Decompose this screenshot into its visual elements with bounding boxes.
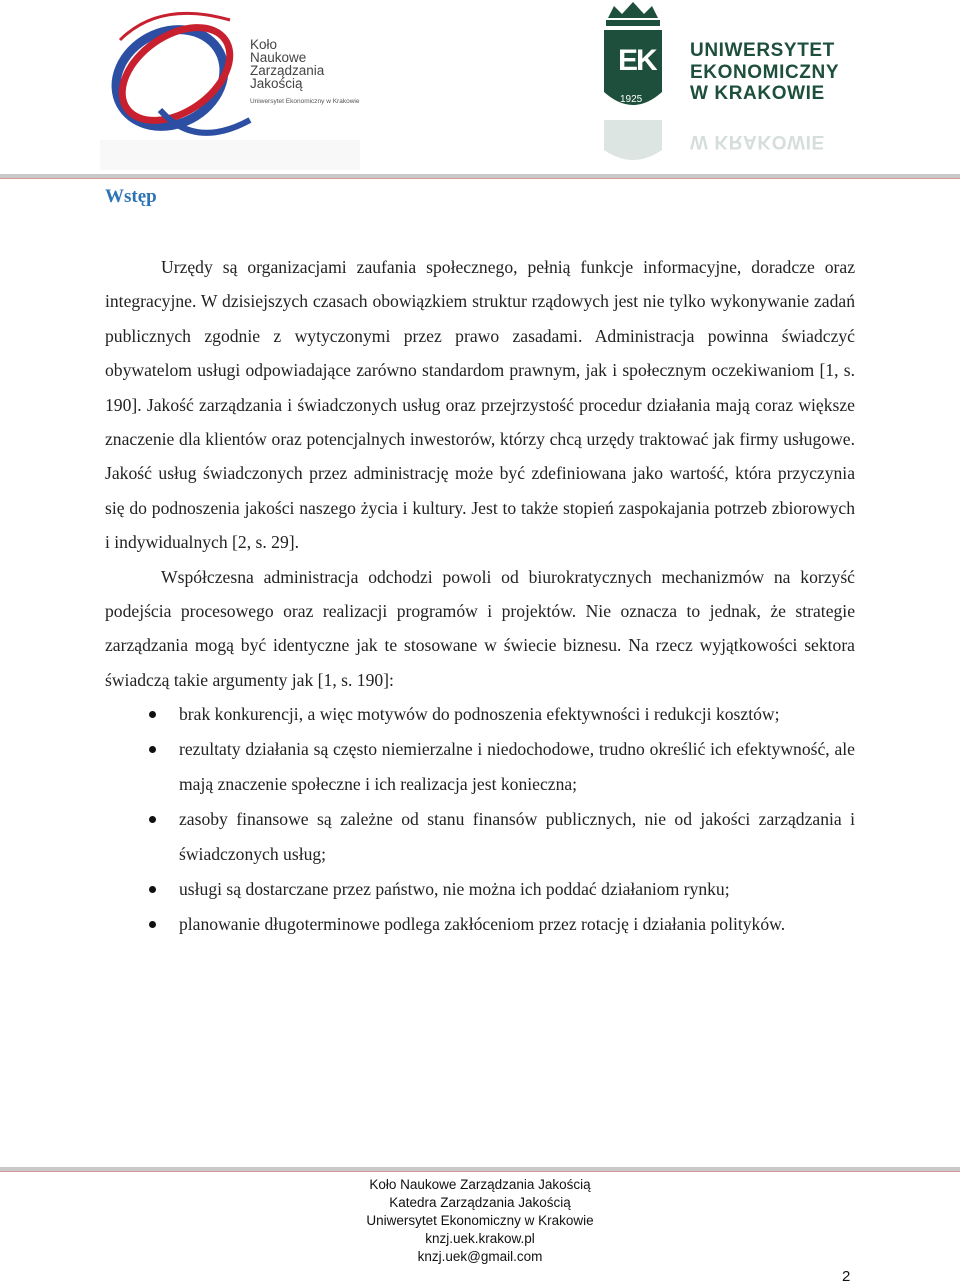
section-title: Wstęp xyxy=(105,186,157,207)
bullet-icon xyxy=(149,921,156,928)
page-header xyxy=(0,0,960,180)
document-body xyxy=(105,250,855,942)
list-item-text: usługi są dostarczane przez państwo, nie można ich poddać działaniom rynku; xyxy=(179,879,730,900)
header-divider-accent xyxy=(0,178,960,179)
list-item-text: planowanie długoterminowe podlega zakłóceniom przez rotację i działania polityków. xyxy=(179,914,786,935)
bullet-icon xyxy=(149,816,156,823)
footer-website: knzj.uek.krakow.pl xyxy=(425,1231,535,1246)
bullet-icon xyxy=(149,886,156,893)
kolo-logo-subtitle: Uniwersytet Ekonomiczny w Krakowie xyxy=(250,98,360,105)
uek-logo-line: UNIWERSYTET xyxy=(690,40,835,61)
bullet-icon xyxy=(149,746,156,753)
svg-text:E: E xyxy=(618,44,639,77)
footer-department: Katedra Zarządzania Jakością xyxy=(389,1195,571,1210)
uek-logo-line: W KRAKOWIE xyxy=(690,83,825,104)
kolo-logo-line: Naukowe xyxy=(250,50,307,65)
list-item-text: zasoby finansowe są zależne od stanu finansów publicznych, nie od jakości zarządzania i świadczonych usług; xyxy=(179,809,855,865)
list-item xyxy=(105,907,855,942)
uek-crest-logo xyxy=(598,0,668,170)
kolo-logo-line: Koło xyxy=(250,37,278,52)
paragraph: Współczesna administracja odchodzi powoli od biurokratycznych mechanizmów na korzyść podejścia procesowego oraz realizacji programów i projektów. Nie oznacza to jednak, że strategie zarządzania mogą być identyczne jak te stosowane w świecie biznesu. Na rzecz wyjątkowości sektora świadczą takie argumenty jak [1, s. 190]: xyxy=(105,566,855,690)
page-number: 2 xyxy=(842,1268,851,1285)
footer-email: knzj.uek@gmail.com xyxy=(417,1249,543,1264)
list-item-text: brak konkurencji, a więc motywów do podnoszenia efektywności i redukcji kosztów; xyxy=(179,704,780,725)
argument-list xyxy=(105,697,855,942)
paragraph: Urzędy są organizacjami zaufania społecznego, pełnią funkcje informacyjne, doradcze oraz integracyjne. W dzisiejszych czasach obowiązkiem struktur rządowych jest nie tylko wykonywanie zadań publicznych zgodnie z wytyczonymi przez prawo zasadami. Administracja powinna świadczyć obywatelom usługi odpowiadające zarówno standardom prawnym, jak i społecznym oczekiwaniom [1, s. 190]. Jakość zarządzania i świadczonych usług oraz przejrzystość procedur działania mają coraz większe znaczenie dla klientów oraz potencjalnych inwestorów, którzy chcą urzędy traktować jak firmy usługowe. Jakość usług świadczonych przez administrację może być zdefiniowana jako wartość, która przyczynia się do podnoszenia jakości naszego życia i kultury. Jest to także stopień zaspokajania potrzeb zbiorowych i indywidualnych [2, s. 29]. xyxy=(105,257,855,553)
kolo-logo-line: Zarządzania xyxy=(250,63,325,78)
uek-year: 1925 xyxy=(620,94,643,105)
footer-university: Uniwersytet Ekonomiczny w Krakowie xyxy=(366,1213,594,1228)
list-item xyxy=(105,872,855,907)
footer-org: Koło Naukowe Zarządzania Jakością xyxy=(369,1177,591,1192)
uek-logo-reflection: W KRAKOWIE xyxy=(690,131,825,152)
list-item-text: rezultaty działania są często niemierzalne i niedochodowe, trudno określić ich efektywność, ale mają znaczenie społeczne i ich realizacja jest konieczna; xyxy=(179,739,855,795)
footer-divider-accent xyxy=(0,1171,960,1172)
uek-logo-text xyxy=(690,40,839,105)
list-item xyxy=(105,697,855,732)
kolo-logo-line: Jakością xyxy=(250,76,303,91)
list-item xyxy=(105,732,855,802)
bullet-icon xyxy=(149,711,156,718)
uek-logo-line: EKONOMICZNY xyxy=(690,61,840,83)
page-footer xyxy=(0,1176,960,1266)
list-item xyxy=(105,802,855,872)
kolo-logo-text xyxy=(250,38,324,90)
svg-text:K: K xyxy=(636,44,658,77)
